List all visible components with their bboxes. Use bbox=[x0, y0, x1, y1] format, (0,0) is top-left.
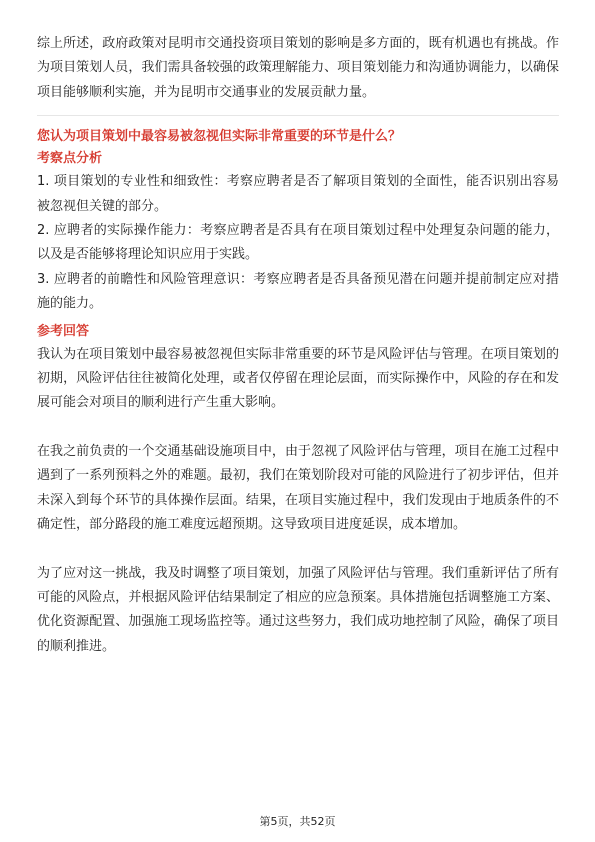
paragraph-spacer bbox=[37, 538, 559, 562]
analysis-point-2: 2. 应聘者的实际操作能力：考察应聘者是否具有在项目策划过程中处理复杂问题的能力，以及是否能够将理论知识应用于实践。 bbox=[37, 223, 559, 263]
answer-paragraph-2: 在我之前负责的一个交通基础设施项目中，由于忽视了风险评估与管理，项目在施工过程中遇到了一系列预料之外的难题。最初，我们在策划阶段对可能的风险进行了初步评估，但并未深入到每个环节的具体操作层面。结果，在项目实施过程中，我们发现由于地质条件的不确定性，部分路段的施工难度远超预期。这导致项目进度延误，成本增加。 bbox=[37, 443, 559, 533]
answer-heading: 参考回答 bbox=[37, 323, 90, 339]
interview-question: 您认为项目策划中最容易被忽视但实际非常重要的环节是什么？ bbox=[37, 129, 402, 145]
analysis-heading: 考察点分析 bbox=[37, 151, 103, 167]
answer-paragraph-1: 我认为在项目策划中最容易被忽视但实际非常重要的环节是风险评估与管理。在项目策划的初期，风险评估往往被简化处理，或者仅停留在理论层面，而实际操作中，风险的存在和发展可能会对项目的顺利进行产生重大影响。 bbox=[37, 346, 559, 411]
section-divider bbox=[37, 115, 559, 116]
page-content bbox=[37, 32, 559, 659]
paragraph-spacer bbox=[37, 416, 559, 440]
intro-paragraph: 综上所述，政府政策对昆明市交通投资项目策划的影响是多方面的，既有机遇也有挑战。作为项目策划人员，我们需具备较强的政策理解能力、项目策划能力和沟通协调能力，以确保项目能够顺利实施，并为昆明市交通事业的发展贡献力量。 bbox=[37, 36, 559, 100]
analysis-point-1: 1. 项目策划的专业性和细致性：考察应聘者是否了解项目策划的全面性，能否识别出容易被忽视但关键的部分。 bbox=[37, 174, 559, 214]
answer-paragraph-3: 为了应对这一挑战，我及时调整了项目策划，加强了风险评估与管理。我们重新评估了所有可能的风险点，并根据风险评估结果制定了相应的应急预案。具体措施包括调整施工方案、优化资源配置、加强施工现场监控等。通过这些努力，我们成功地控制了风险，确保了项目的顺利推进。 bbox=[37, 565, 559, 654]
page-number-footer: 第5页，共52页 bbox=[259, 815, 336, 828]
analysis-point-3: 3. 应聘者的前瞻性和风险管理意识：考察应聘者是否具备预见潜在问题并提前制定应对措施的能力。 bbox=[37, 271, 559, 312]
